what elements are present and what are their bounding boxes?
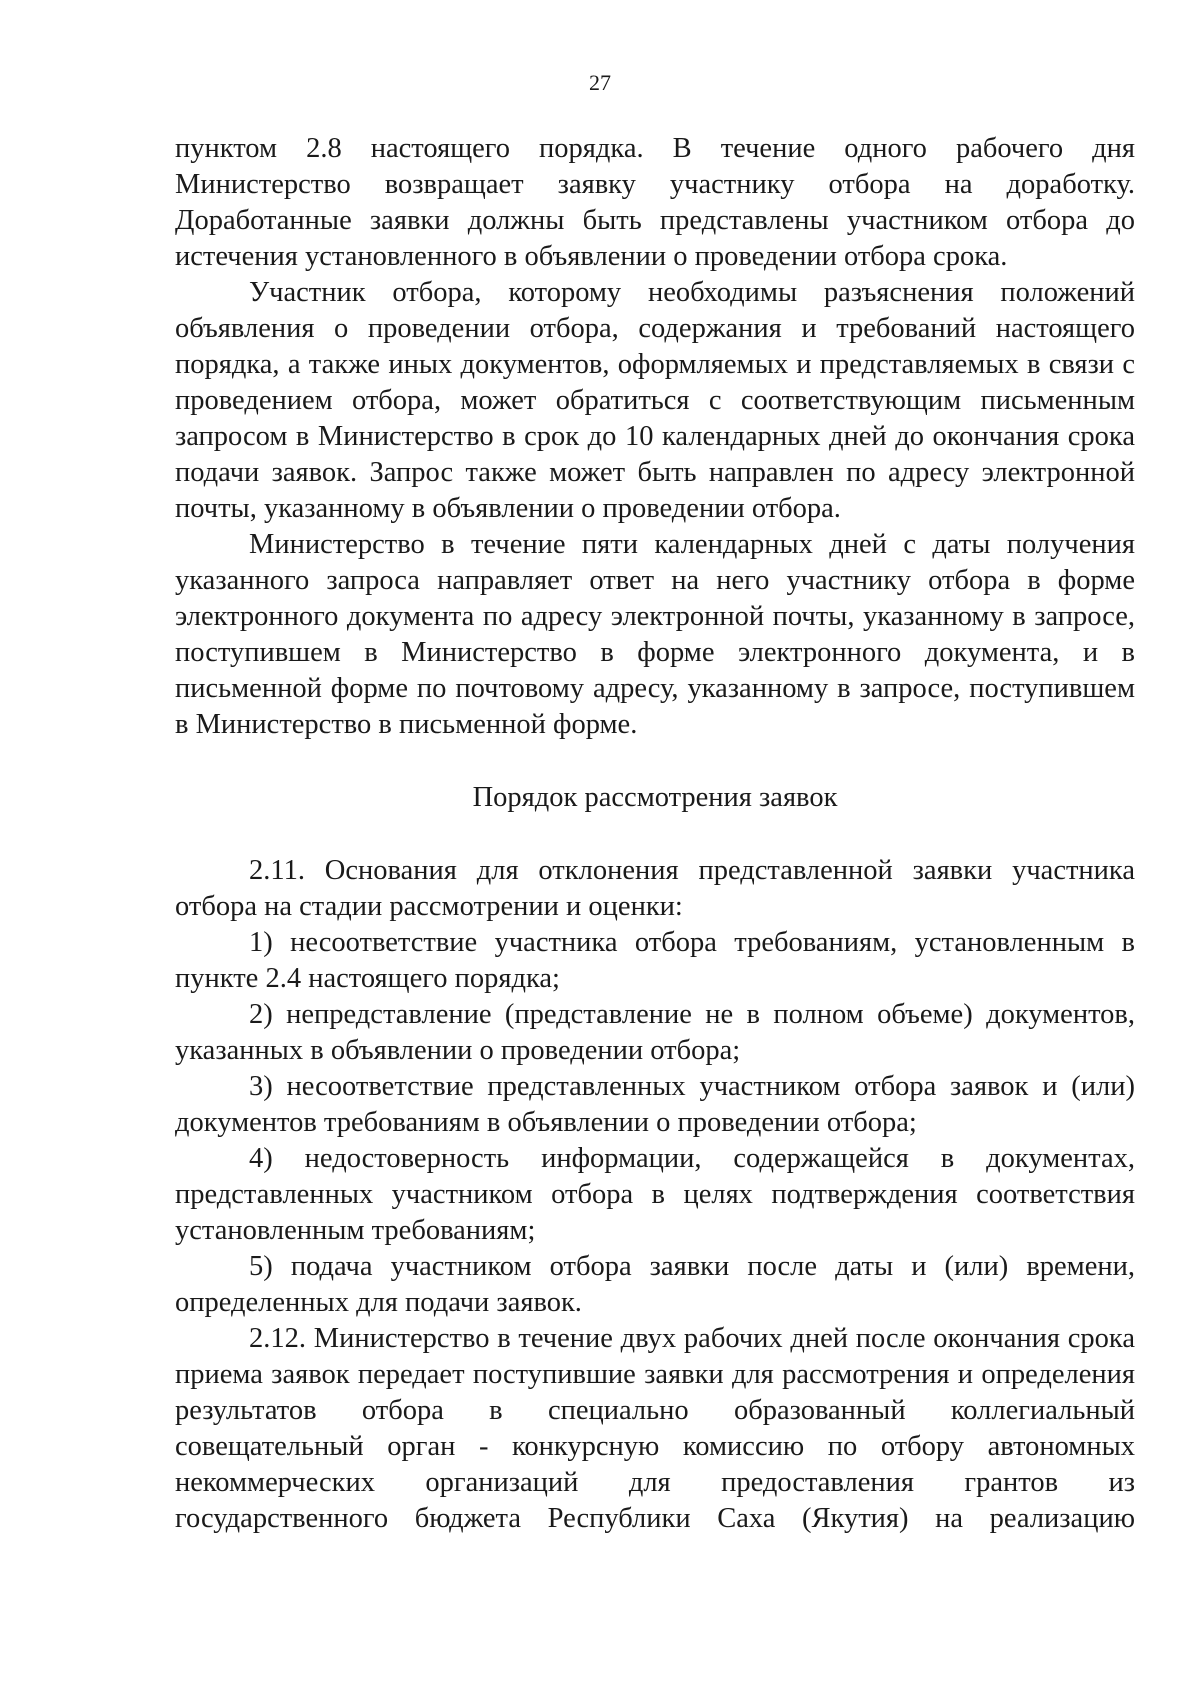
paragraph-ministry-response: Министерство в течение пяти календарных дней с даты получения указанного запроса направляет ответ на него участнику отбора в форме электронного документа по адресу электронной почты, указанному в запросе, поступившем в Министерство в форме электронного документа, и в письменной форме по почтовому адресу, указанному в запросе, поступившем в Министерство в письменной форме.	[175, 529, 1135, 740]
paragraph-2-12: 2.12. Министерство в течение двух рабочих дней после окончания срока приема заявок передает поступившие заявки для рассмотрения и определения результатов отбора в специально образованный коллегиальный совещательный орган - конкурсную комиссию по отбору автономных некоммерческих организаций для предоставления грантов из государственного бюджета Республики Саха (Якутия) на реализацию	[175, 1323, 1135, 1534]
paragraph-clarification-request: Участник отбора, которому необходимы разъяснения положений объявления о проведении отбора, содержания и требований настоящего порядка, а также иных документов, оформляемых и представляемых в связи с проведением отбора, может обратиться с соответствующим письменным запросом в Министерство в срок до 10 календарных дней до окончания срока подачи заявок. Запрос также может быть направлен по адресу электронной почты, указанному в объявлении о проведении отбора.	[175, 277, 1135, 524]
paragraph-2-11: 2.11. Основания для отклонения представленной заявки участника отбора на стадии рассмотрении и оценки:	[175, 855, 1135, 922]
list-item-1: 1) несоответствие участника отбора требованиям, установленным в пункте 2.4 настоящего порядка;	[175, 927, 1135, 994]
list-item-3: 3) несоответствие представленных участником отбора заявок и (или) документов требованиям в объявлении о проведении отбора;	[175, 1071, 1135, 1138]
paragraph-continuation: пунктом 2.8 настоящего порядка. В течение одного рабочего дня Министерство возвращает заявку участнику отбора на доработку. Доработанные заявки должны быть представлены участником отбора до истечения установленного в объявлении о проведении отбора срока.	[175, 133, 1135, 272]
page-number: 27	[589, 70, 611, 95]
list-item-2: 2) непредставление (представление не в полном объеме) документов, указанных в объявлении о проведении отбора;	[175, 999, 1135, 1066]
document-body	[175, 131, 1135, 1537]
list-item-5: 5) подача участником отбора заявки после даты и (или) времени, определенных для подачи заявок.	[175, 1251, 1135, 1318]
list-item-4: 4) недостоверность информации, содержащейся в документах, представленных участником отбора в целях подтверждения соответствия установленным требованиям;	[175, 1143, 1135, 1246]
section-heading: Порядок рассмотрения заявок	[472, 782, 838, 813]
